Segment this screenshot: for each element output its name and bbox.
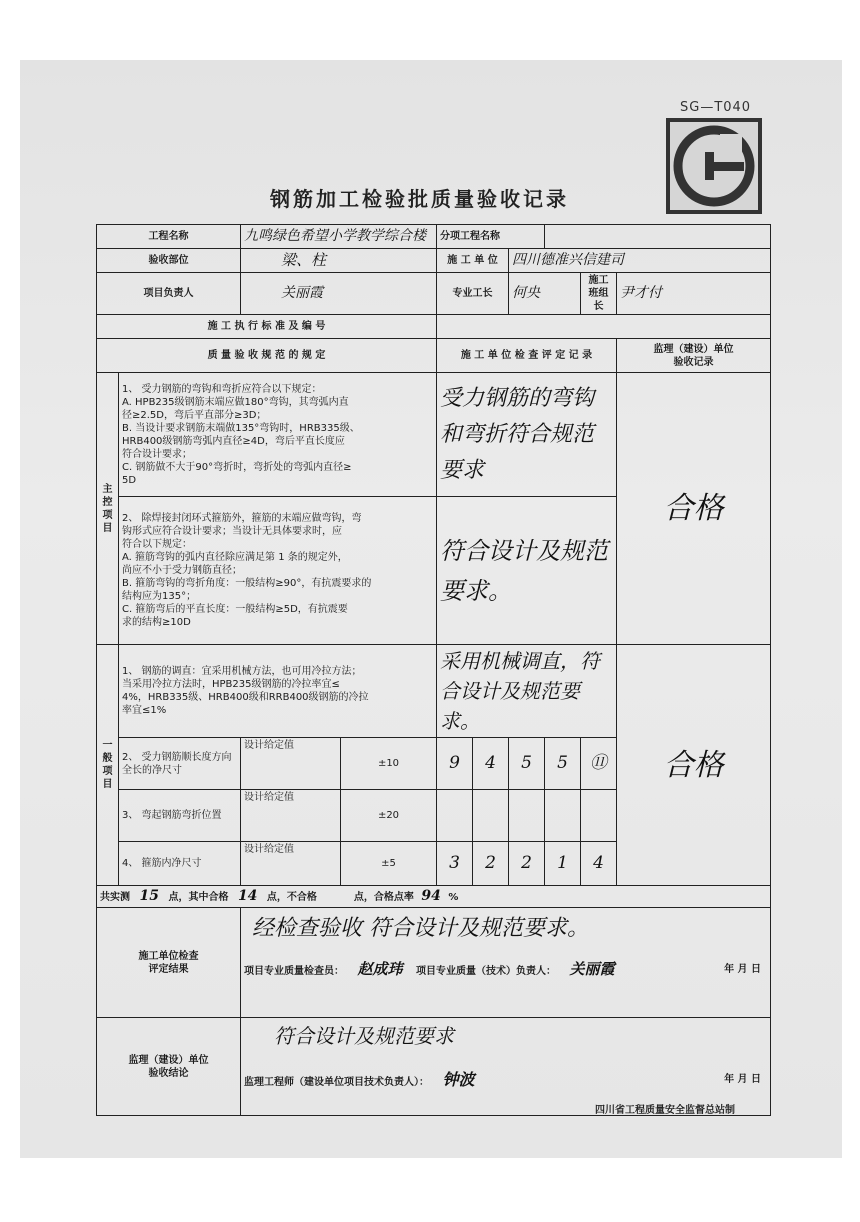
main-item-2-line: 2、 除焊接封闭环式箍筋外，箍筋的末端应做弯钩，弯 (122, 513, 362, 524)
document-title: 钢筋加工检验批质量验收记录 (270, 187, 569, 211)
contractor-column-header: 施 工 单 位 检 查 评 定 记 录 (437, 339, 617, 373)
tolerance: ±10 (341, 738, 437, 790)
point-value: 4 (581, 842, 617, 886)
point-value (437, 790, 473, 842)
main-item-2-line: A. 箍筋弯钩的弧内直径除应满足第 1 条的规定外， (122, 552, 348, 563)
main-item-1-line: C. 钢筋做不大于90°弯折时，弯折处的弯弧内直径≥ (122, 461, 352, 473)
acceptance-part-value: 梁、柱 (241, 249, 437, 273)
pass-rate: 94 (421, 887, 441, 904)
standard-value (437, 315, 771, 339)
main-item-1-line: 径≥2.5D，弯后平直部分≥3D； (122, 409, 267, 421)
point-value: 2 (509, 842, 545, 886)
contractor-result-text: 经检查验收 符合设计及规范要求。 (252, 916, 589, 941)
summary-text: 共实测 (100, 891, 130, 903)
general-item-1-text (119, 645, 437, 738)
point-value: 5 (509, 738, 545, 790)
supervisor-result-label: 监理（建设）单位 验收结论 (97, 1018, 241, 1116)
footer-issuer: 四川省工程质量安全监督总站制 (595, 1105, 735, 1116)
contractor-result-label: 施工单位检查 评定结果 (97, 908, 241, 1018)
project-manager-label: 项目负责人 (97, 273, 241, 315)
design-value-label: 设计给定值 (241, 790, 341, 842)
main-item-2-line: 符合以下规定： (122, 539, 192, 550)
general-item-1-line: 1、 钢筋的调直：宜采用机械方法，也可用冷拉方法； (122, 666, 362, 677)
point-value (509, 790, 545, 842)
main-item-2-text (119, 497, 437, 645)
supervisor-result-text: 符合设计及规范要求 (274, 1024, 454, 1048)
sub-project-label: 分项工程名称 (437, 225, 545, 249)
main-item-2-line: B. 箍筋弯钩的弯折角度：一般结构≥90°，有抗震要求的 (122, 578, 372, 589)
point-value: 1 (545, 842, 581, 886)
general-item-1-line: 4%，HRB335级、HRB400级和RRB400级钢筋的冷拉 (122, 692, 369, 703)
point-value: ⑪ (581, 738, 617, 790)
main-control-label: 主 控 项 目 (97, 373, 119, 645)
main-item-1-record: 受力钢筋的弯钩和弯折符合规范要求 (437, 373, 617, 497)
passed-count: 14 (237, 887, 258, 904)
design-value-label: 设计给定值 (241, 738, 341, 790)
main-item-1-line: 1、 受力钢筋的弯钩和弯折应符合以下规定： (122, 383, 322, 395)
point-value (473, 790, 509, 842)
team-leader-value: 尹才付 (617, 273, 771, 315)
main-item-2-line: 求的结构≥10D (122, 617, 191, 628)
general-item-1-record: 采用机械调直，符合设计及规范要求。 (437, 645, 617, 738)
project-name-value: 九鸣绿色希望小学教学综合楼 (241, 225, 437, 249)
point-value: 9 (437, 738, 473, 790)
point-value: 3 (437, 842, 473, 886)
inspector-label: 项目专业质量检查员： (244, 966, 344, 977)
tolerance: ±20 (341, 790, 437, 842)
construction-unit-label: 施 工 单 位 (437, 249, 509, 273)
construction-unit-value: 四川德准兴信建司 (509, 249, 771, 273)
spec-column-header: 质 量 验 收 规 范 的 规 定 (97, 339, 437, 373)
point-value (581, 790, 617, 842)
main-item-1-text (119, 373, 437, 497)
logo-seal (666, 118, 762, 214)
general-item-1-line: 率宜≤1% (122, 705, 167, 716)
general-label: 一 般 项 目 (97, 645, 119, 886)
main-item-2-line: C. 箍筋弯后的平直长度：一般结构≥5D，有抗震要 (122, 604, 348, 615)
g-logo-icon (670, 122, 758, 210)
form-code: SG—T040 (680, 100, 752, 115)
summary-text: 点，不合格 (266, 891, 317, 903)
project-manager-value: 关丽霞 (241, 273, 437, 315)
tech-lead-signature: 关丽霞 (569, 960, 615, 978)
inspection-form (96, 224, 771, 1116)
contractor-signature-line (244, 960, 767, 978)
main-item-1-line: B. 当设计要求钢筋末端做135°弯钩时，HRB335级、 (122, 422, 360, 434)
engineer-signature: 钟波 (442, 1070, 475, 1089)
point-value: 4 (473, 738, 509, 790)
main-item-1-line: HRB400级钢筋弯弧内直径≥4D，弯后平直长度应 (122, 435, 345, 447)
acceptance-part-label: 验收部位 (97, 249, 241, 273)
supervisor-date: 年 月 日 (724, 1074, 762, 1085)
foreman-label: 专业工长 (437, 273, 509, 315)
project-name-label: 工程名称 (97, 225, 241, 249)
main-supervisor-record: 合格 (617, 373, 771, 645)
general-row-label: 3、 弯起钢筋弯折位置 (119, 790, 241, 842)
supervisor-column-header: 监理（建设）单位 验收记录 (617, 339, 771, 373)
main-item-2-line: 结构应为135°； (122, 591, 197, 602)
summary-text: 点，其中合格 (168, 891, 229, 903)
standard-label: 施 工 执 行 标 准 及 编 号 (97, 315, 437, 339)
main-item-2-line: 尚应不小于受力钢筋直径； (122, 565, 242, 576)
inspector-signature: 赵成玮 (357, 960, 403, 978)
tech-lead-label: 项目专业质量（技术）负责人： (415, 966, 556, 977)
point-value: 5 (545, 738, 581, 790)
summary-text: 点，合格点率 (353, 891, 414, 903)
main-item-1-line: 符合设计要求； (122, 448, 192, 460)
measured-count: 15 (139, 887, 159, 904)
team-leader-label: 施工班组长 (581, 273, 617, 315)
main-item-1-line: A. HPB235级钢筋末端应做180°弯钩，其弯弧内直 (122, 396, 349, 408)
tolerance: ±5 (341, 842, 437, 886)
main-item-2-record: 符合设计及规范要求。 (437, 497, 617, 645)
supervisor-signature-line (244, 1070, 767, 1089)
general-item-1-line: 当采用冷拉方法时，HPB235级钢筋的冷拉率宜≤ (122, 679, 340, 690)
general-supervisor-record: 合格 (617, 645, 771, 886)
point-value: 2 (473, 842, 509, 886)
contractor-date: 年 月 日 (724, 964, 762, 975)
foreman-value: 何央 (509, 273, 581, 315)
summary-row (97, 886, 771, 908)
general-row-label: 4、 箍筋内净尺寸 (119, 842, 241, 886)
main-item-2-line: 钩形式应符合设计要求；当设计无具体要求时，应 (122, 526, 342, 537)
summary-text: % (448, 891, 459, 903)
engineer-label: 监理工程师（建设单位项目技术负责人）： (244, 1077, 429, 1088)
main-item-1-line: 5D (122, 474, 137, 486)
design-value-label: 设计给定值 (241, 842, 341, 886)
contractor-result-cell (241, 908, 771, 1018)
point-value (545, 790, 581, 842)
general-row-label: 2、 受力钢筋顺长度方向全长的净尺寸 (119, 738, 241, 790)
sub-project-value (545, 225, 771, 249)
